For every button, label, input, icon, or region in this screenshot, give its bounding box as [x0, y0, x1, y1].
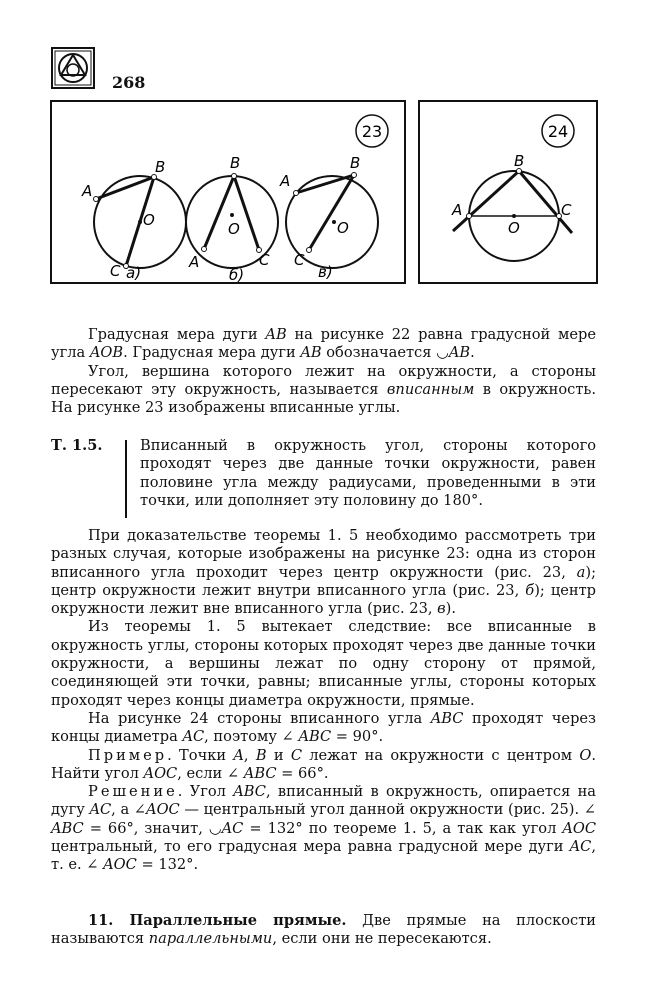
paragraph-parallel-lines: 11. Параллельные прямые. Две прямые на плоскости называются параллельными, если они не пересекаются. — [51, 912, 597, 948]
label-a-B: B — [155, 158, 166, 176]
label-24-O: O — [508, 219, 520, 237]
label-24-A: A — [452, 201, 463, 219]
label-a-C: C — [110, 262, 121, 280]
figure-24 — [418, 100, 598, 284]
triangle-in-circle-icon — [51, 47, 95, 89]
text-block-1 — [51, 326, 596, 417]
paragraph-solution: Решение. Угол ABC, вписанный в окружность, опирается на дугу AC, а ∠AOC — центральный угол данной окружности (рис. 25). ∠ ABC = 66°, значит, ◡AC = 132° по теореме 1. 5, а так как угол AOC центральный, то его градусная мера равна градусной мере дуги AC, т. е. ∠ AOC = 132°. — [51, 783, 597, 874]
paragraph-corollary: Из теоремы 1. 5 вытекает следствие: все вписанные в окружность углы, стороны которых проходят через две данные точки окружности, а вершины лежат по одну сторону от прямой, соединяющей эти точки, равны; вписанные углы, стороны которых проходят через концы диаметра окружности, прямые. — [51, 618, 596, 709]
label-c-B: B — [350, 154, 361, 172]
diagram-23a — [81, 158, 186, 282]
label-c-O: O — [337, 219, 349, 237]
page-number: 268 — [112, 73, 146, 92]
label-b-O: O — [228, 220, 240, 238]
figure-23 — [50, 100, 406, 284]
paragraph-figure24: На рисунке 24 стороны вписанного угла ABC проходят через концы диаметра AC, поэтому ∠ ABC = 90°. — [51, 709, 597, 746]
figure-number: 24 — [547, 122, 569, 141]
label-24-C: C — [561, 201, 572, 219]
paragraph-proof-cases: При доказательстве теоремы 1. 5 необходимо рассмотреть три разных случая, которые изображены на рисунке 23: одна из сторон вписанного угла проходит через центр окружности (рис. 23, а); центр окружности лежит внутри вписанного угла (рис. 23, б); центр окружности лежит вне вписанного угла (рис. 23, в). — [51, 527, 597, 618]
label-a-sub: а) — [126, 264, 142, 282]
label-24-B: B — [514, 152, 525, 170]
text-block-3 — [51, 912, 596, 949]
theorem-label: Т. 1.5. — [51, 437, 103, 454]
label-a-A: A — [82, 182, 93, 200]
label-b-C: C — [259, 251, 270, 269]
paragraph-arc-measure: Градусная мера дуги AB на рисунке 22 равна градусной мере угла AOB. Градусная мера дуги AB обозначается ◡AB. — [51, 326, 596, 362]
theorem-divider — [125, 440, 127, 518]
label-c-C: C — [294, 251, 305, 269]
book-logo — [51, 47, 95, 89]
label-b-sub: б) — [229, 266, 245, 284]
text-block-2 — [51, 527, 596, 875]
diagram-23b — [186, 154, 278, 284]
figure-number: 23 — [361, 122, 383, 141]
label-b-B: B — [230, 154, 241, 172]
diagram-23c — [279, 154, 378, 281]
theorem-text: Вписанный в окружность угол, стороны которого проходят через две данные точки окружности, равен половине угла между радиусами, проведенными в эти точки, или дополняет эту половину до 180°. — [140, 437, 596, 509]
label-c-A: A — [280, 172, 291, 190]
label-a-O: O — [143, 211, 155, 229]
label-b-A: A — [189, 253, 200, 271]
label-c-sub: в) — [318, 263, 333, 281]
paragraph-example: Пример. Точки A, B и C лежат на окружности с центром O. Найти угол AOC, если ∠ ABC = 66°. — [51, 746, 597, 782]
paragraph-inscribed-definition: Угол, вершина которого лежит на окружности, а стороны пересекают эту окружность, называется вписанным в окружность. На рисунке 23 изображены вписанные углы. — [51, 362, 596, 417]
